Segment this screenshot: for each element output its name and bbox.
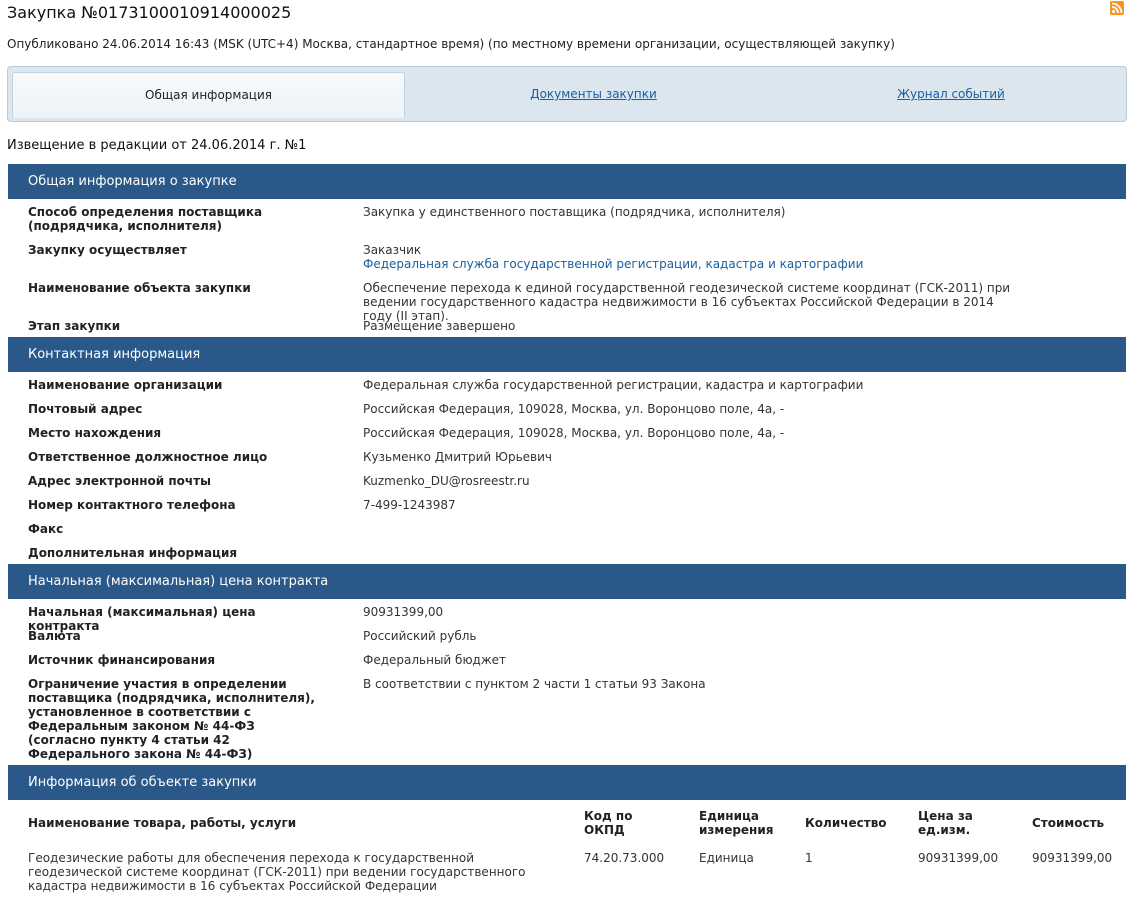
performer-role: Заказчик [363,243,422,257]
email-value: Kuzmenko_DU@rosreestr.ru [363,474,530,488]
email-label: Адрес электронной почты [28,474,211,488]
source-value: Федеральный бюджет [363,653,507,667]
col-okpd-header: Код по ОКПД [584,809,633,837]
table-cell-price: 90931399,00 [918,851,999,865]
tab-documents[interactable]: Документы закупки [530,87,657,101]
section-header-general: Общая информация о закупке [8,164,1126,199]
col-qty-header: Количество [805,816,887,830]
method-label: Способ определения поставщика (подрядчика, исполнителя) [28,205,263,233]
method-value: Закупка у единственного поставщика (подрядчика, исполнителя) [363,205,786,219]
performer-label: Закупку осуществляет [28,243,187,257]
source-label: Источник финансирования [28,653,216,667]
table-cell-name: Геодезические работы для обеспечения перехода к государственной геодезической системе координат (ГСК-2011) при ведении государственного кадастра недвижимости в 16 субъектах Российской Федерации [28,851,526,893]
object-value: Обеспечение перехода к единой государственной геодезической системе координат (ГСК-2011) при ведении государственного кадастра недвижимости в 16 субъектах Российской Федерации в 2014 году (II этап). [363,281,1011,323]
page-title: Закупка №0173100010914000025 [7,3,292,22]
person-value: Кузьменко Дмитрий Юрьевич [363,450,552,464]
currency-value: Российский рубль [363,629,477,643]
table-cell-unit: Единица [699,851,754,865]
tab-bar [7,66,1127,122]
col-name-header: Наименование товара, работы, услуги [28,816,297,830]
published-info: Опубликовано 24.06.2014 16:43 (MSK (UTC+4) Москва, стандартное время) (по местному времени организации, осуществляющей закупку) [7,37,895,51]
tab-events[interactable]: Журнал событий [897,87,1005,101]
section-header-price: Начальная (максимальная) цена контракта [8,564,1126,599]
price-label: Начальная (максимальная) цена контракта [28,605,256,633]
price-value: 90931399,00 [363,605,444,619]
performer-value [363,243,1043,271]
rss-icon[interactable] [1110,1,1124,15]
fax-label: Факс [28,522,64,536]
location-value: Российская Федерация, 109028, Москва, ул. Воронцово поле, 4а, - [363,426,785,440]
section-header-object: Информация об объекте закупки [8,765,1126,800]
stage-label: Этап закупки [28,319,121,333]
section-header-contact: Контактная информация [8,337,1126,372]
phone-label: Номер контактного телефона [28,498,236,512]
edition-info: Извещение в редакции от 24.06.2014 г. №1 [7,138,307,153]
postal-value: Российская Федерация, 109028, Москва, ул. Воронцово поле, 4а, - [363,402,785,416]
tab-general[interactable]: Общая информация [12,72,405,118]
phone-value: 7-499-1243987 [363,498,456,512]
extra-label: Дополнительная информация [28,546,238,560]
table-cell-cost: 90931399,00 [1032,851,1113,865]
object-label: Наименование объекта закупки [28,281,251,295]
limit-label: Ограничение участия в определении поставщика (подрядчика, исполнителя), установленное в соответствии с Федеральным законом № 44-ФЗ (согласно пункту 4 статьи 42 Федерального закона № 44-ФЗ) [28,677,315,761]
col-unit-header: Единица измерения [699,809,774,837]
location-label: Место нахождения [28,426,162,440]
col-cost-header: Стоимость [1032,816,1105,830]
currency-label: Валюта [28,629,81,643]
org-label: Наименование организации [28,378,223,392]
limit-value: В соответствии с пунктом 2 части 1 статьи 93 Закона [363,677,706,691]
table-cell-qty: 1 [805,851,813,865]
stage-value: Размещение завершено [363,319,516,333]
performer-org-link[interactable]: Федеральная служба государственной регистрации, кадастра и картографии [363,257,864,271]
person-label: Ответственное должностное лицо [28,450,268,464]
col-price-header: Цена за ед.изм. [918,809,973,837]
postal-label: Почтовый адрес [28,402,143,416]
org-value: Федеральная служба государственной регистрации, кадастра и картографии [363,378,864,392]
table-cell-okpd: 74.20.73.000 [584,851,665,865]
